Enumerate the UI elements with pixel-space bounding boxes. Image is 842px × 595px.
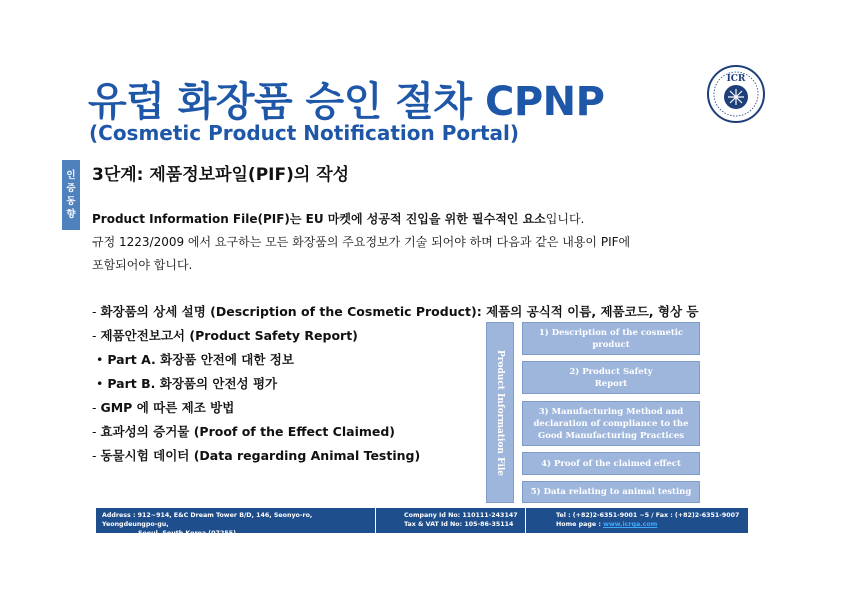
list-item-text: 동물시험 데이터 (Data regarding Animal Testing) [100,448,421,463]
list-marker: • [96,352,108,367]
logo-text: ICR [726,74,746,84]
page-title: 유럽 화장품 승인 절차 CPNP [88,79,605,125]
intro-line3: 포함되어야 합니다. [92,258,193,272]
footer-tel: Tel : (+82)2-6351-9001 ~5 / Fax : (+82)2-6351-9007 [556,512,740,519]
list-marker: - [92,424,101,439]
pif-box-claimed-effect [522,452,700,475]
intro-bold: Product Information File(PIF)는 EU 마켓에 성공적 진입을 위한 필수적인 요소 [92,212,546,226]
intro-paragraph [92,208,752,277]
pif-box-line: declaration of compliance to the [533,418,689,429]
list-marker: - [92,400,101,415]
footer-company-ids [376,508,526,533]
page-subtitle: (Cosmetic Product Notification Portal) [89,121,520,145]
pif-box-line: 3) Manufacturing Method and [538,406,684,417]
footer-tax-id: Tax & VAT Id No: 105-86-35114 [404,521,514,528]
list-marker: • [96,376,108,391]
pif-box-manufacturing [522,401,700,446]
footer-homepage-label: Home page : [556,521,604,528]
intro-line2: 규정 1223/2009 에서 요구하는 모든 화장품의 주요정보가 기술 되어야 하며 다음과 같은 내용이 PIF에 [92,235,631,249]
side-tab-char: 동 [66,196,76,207]
list-item [92,300,698,324]
pif-box-description [522,322,700,355]
list-marker: - [92,328,101,343]
list-marker: - [92,304,101,319]
step-heading: 3단계: 제품정보파일(PIF)의 작성 [92,165,350,185]
list-item-text: 효과성의 증거물 (Proof of the Effect Claimed) [100,424,396,439]
list-item-text: 제품안전보고서 (Product Safety Report) [100,328,358,343]
pif-box-line: Report [594,378,628,389]
side-tab-char: 증 [66,183,76,194]
pif-box-animal-testing [522,481,700,503]
footer-address-line2: Seoul, South Korea (07255) [138,530,236,537]
footer-address [96,508,376,537]
intro-normal: 입니다. [545,212,585,226]
footer-bar [96,508,748,537]
pif-box-line: 4) Proof of the claimed effect [541,458,681,469]
footer-company-id: Company Id No: 110111-243147 [404,512,518,519]
list-item-text: Part B. 화장품의 안전성 평가 [107,376,278,391]
footer-contact [526,508,748,533]
pif-vertical-label [486,322,514,503]
pif-box-line: Good Manufacturing Practices [537,430,685,441]
pif-box-safety-report [522,361,700,394]
side-tab [62,160,80,230]
side-tab-char: 인 [66,170,76,181]
company-logo [706,64,766,124]
side-tab-char: 향 [66,209,76,220]
pif-box-line: product [592,339,630,350]
pif-vertical-text: Product Information File [495,349,505,476]
footer-address-line1: Address : 912~914, E&C Dream Tower B/D, 146, Seonyo-ro, Yeongdeungpo-gu, [102,512,313,528]
list-item-text: Part A. 화장품 안전에 대한 정보 [107,352,294,367]
list-item-text: GMP 에 따른 제조 방법 [100,400,235,415]
footer-homepage-link[interactable]: www.icrqa.com [603,521,658,528]
list-item-text: 화장품의 상세 설명 (Description of the Cosmetic Product): 제품의 공식적 이름, 제품코드, 형상 등 [100,304,699,319]
pif-box-line: 2) Product Safety [569,366,653,377]
list-marker: - [92,448,101,463]
pif-box-line: 1) Description of the cosmetic [538,327,684,338]
pif-box-line: 5) Data relating to animal testing [530,487,692,497]
